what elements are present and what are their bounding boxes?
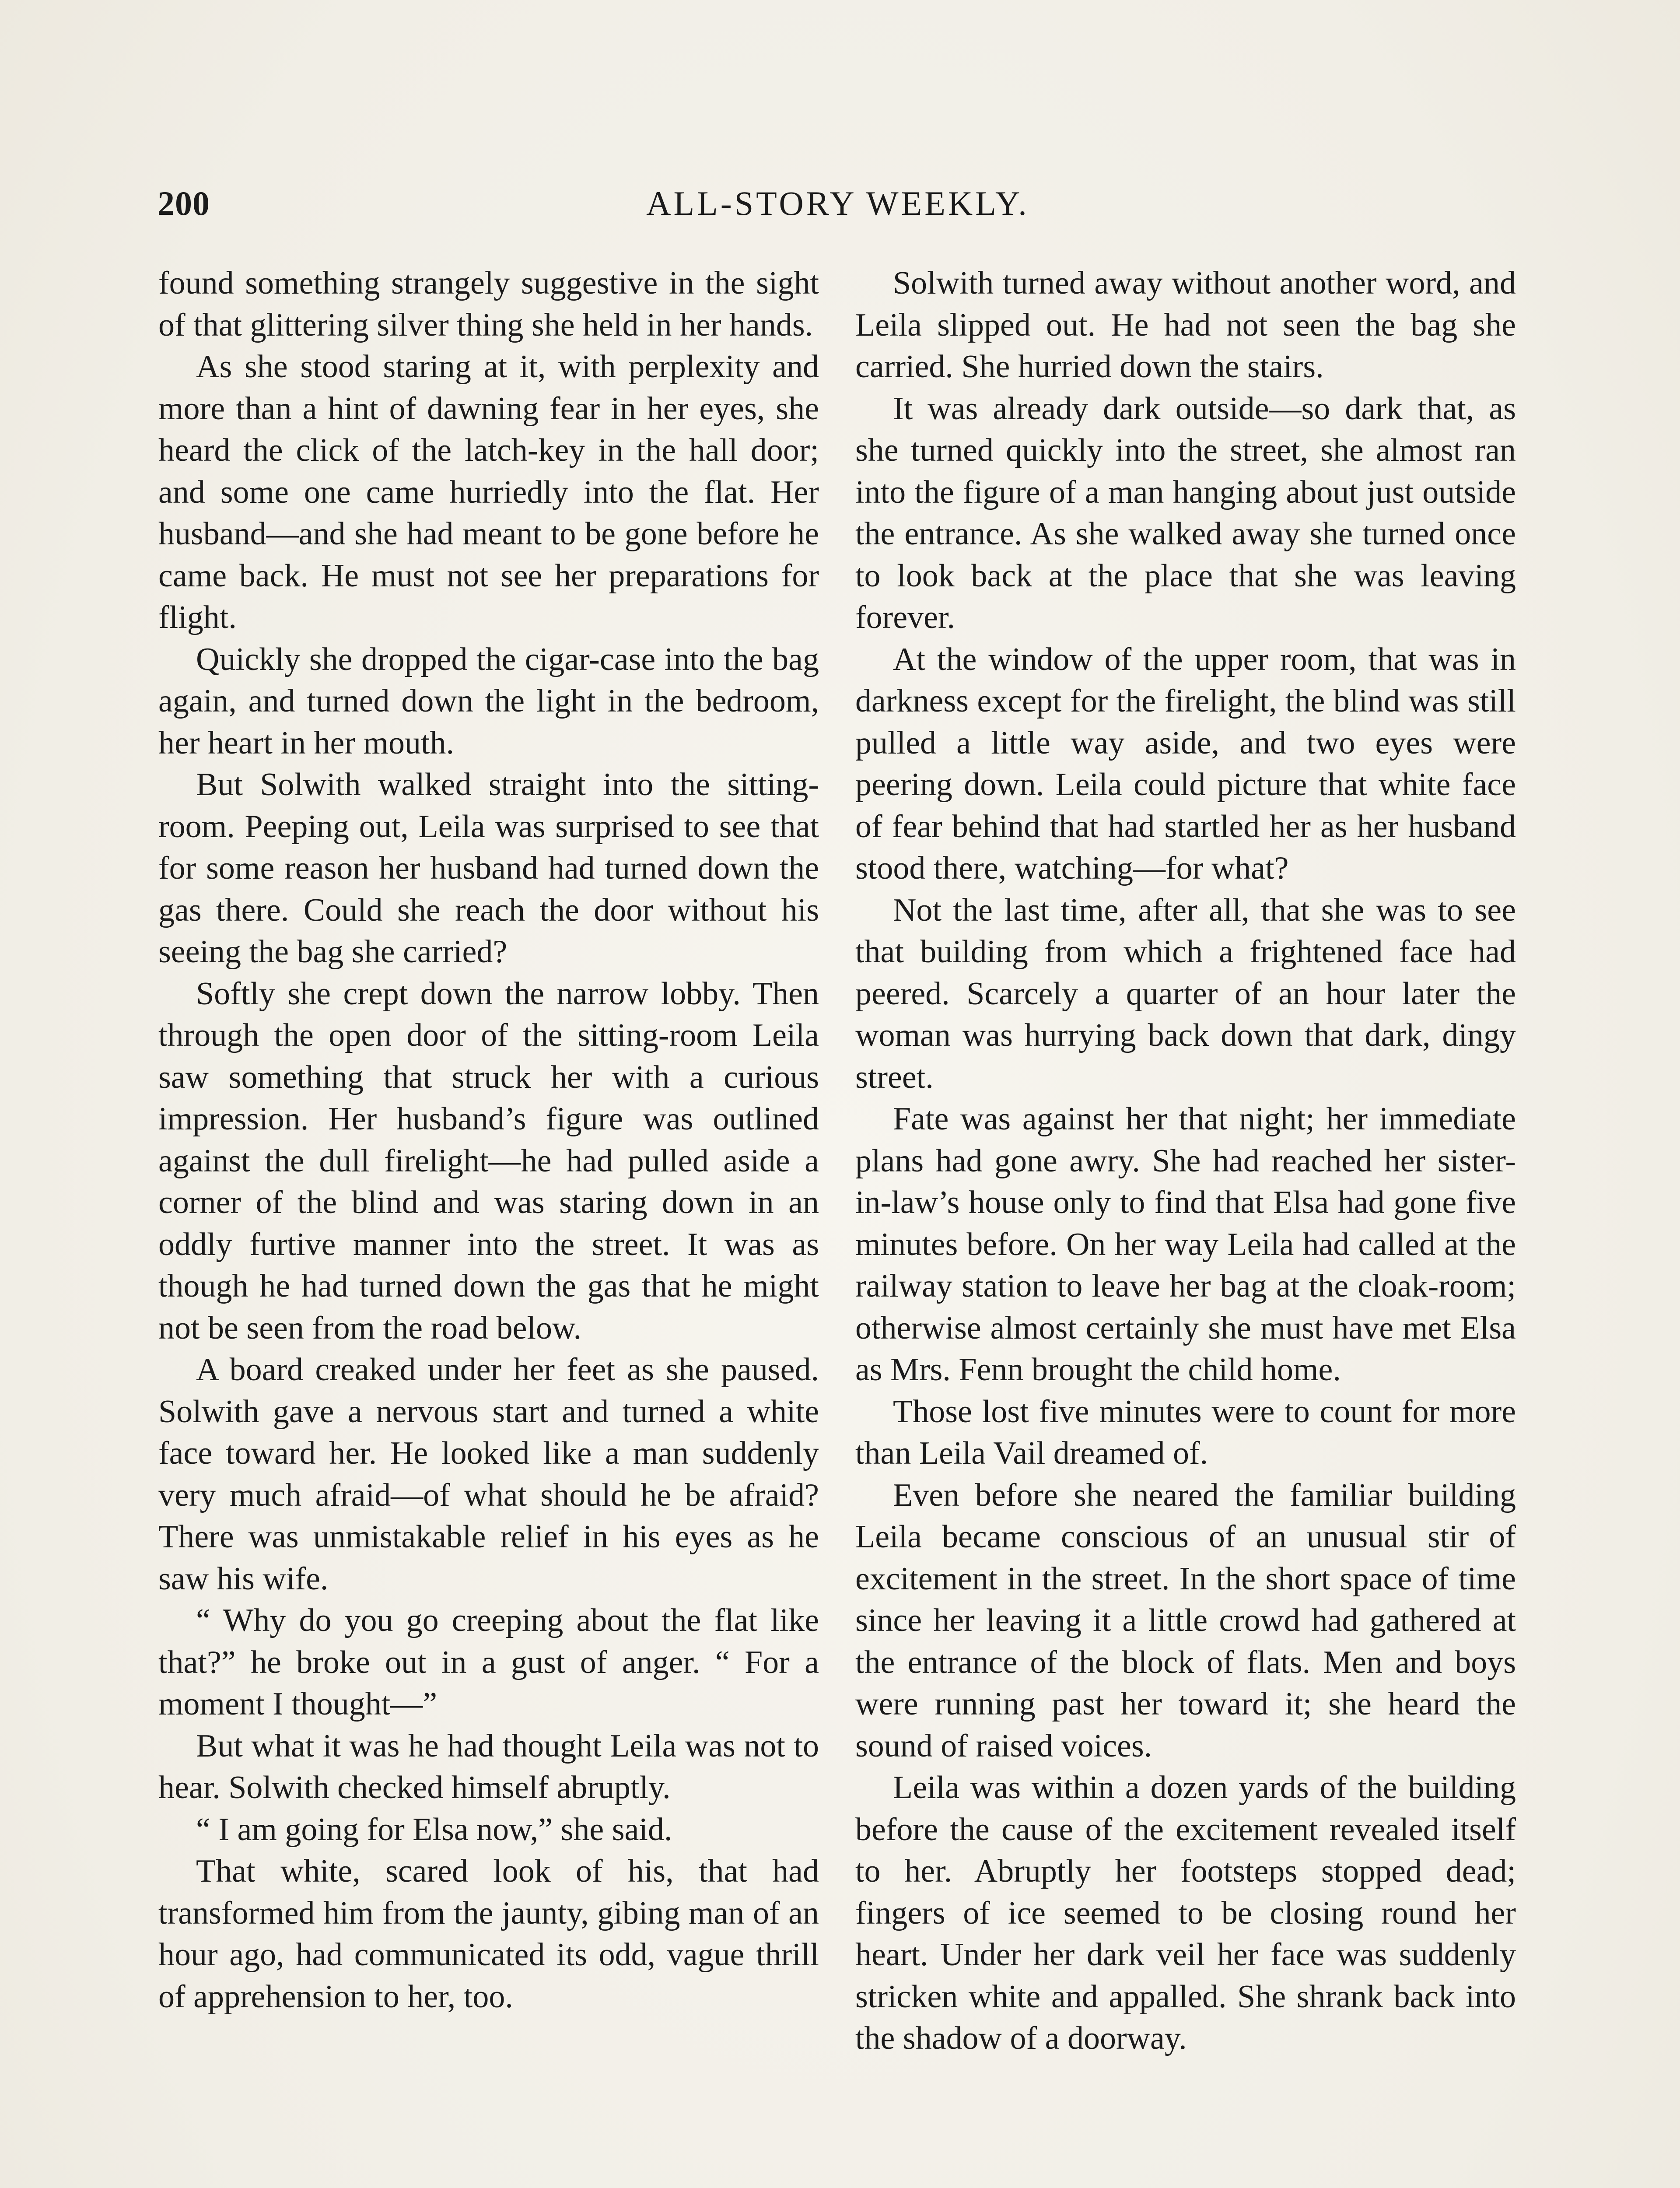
paragraph: A board creaked under her feet as she paused. Solwith gave a nervous start and turned a white face toward her. He looked like a man suddenly very much afraid—of what should he be afraid? There was unmistakable relief in his eyes as he saw his wife. — [158, 1352, 819, 1597]
paragraph: Even before she neared the familiar building Leila became conscious of an unusual stir of excitement in the street. In the short space of time since her leaving it a little crowd had gathered at the entrance of the block of flats. Men and boys were running past her toward it; she heard the sound of raised voices. — [855, 1477, 1516, 1764]
running-title: ALL-STORY WEEKLY. — [646, 184, 1029, 222]
paragraph: Fate was against her that night; her immediate plans had gone awry. She had reached her sister-in-law’s house only to find that Elsa had gone five minutes before. On her way Leila had called at the railway station to leave her bag at the cloak-room; otherwise almost certainly she must have met Elsa as Mrs. Fenn brought the child home. — [855, 1101, 1516, 1388]
right-column — [855, 263, 1516, 2060]
paragraph: Solwith turned away without another word, and Leila slipped out. He had not seen the bag she carried. She hurried down the stairs. — [855, 265, 1516, 385]
paragraph: Not the last time, after all, that she was to see that building from which a frightened face had peered. Scarcely a quarter of an hour later the woman was hurrying back down that dark, dingy street. — [855, 892, 1516, 1095]
paragraph: Leila was within a dozen yards of the building before the cause of the excitement revealed itself to her. Abruptly her footsteps stopped dead; fingers of ice seemed to be closing round her heart. Under her dark veil her face was suddenly stricken white and appalled. She shrank back into the shadow of a doorway. — [855, 1770, 1516, 2056]
paragraph: But what it was he had thought Leila was not to hear. Solwith checked himself abruptly. — [158, 1728, 819, 1806]
paragraph: It was already dark outside—so dark that, as she turned quickly into the street, she almost ran into the figure of a man hanging about just outside the entrance. As she walked away she turned once to look back at the place that she was leaving forever. — [855, 390, 1516, 635]
paragraph: found something strangely suggestive in the sight of that glittering silver thing she held in her hands. — [158, 265, 819, 343]
page-header — [158, 184, 1518, 236]
paragraph: At the window of the upper room, that was in darkness except for the firelight, the blind was still pulled a little way aside, and two eyes were peering down. Leila could picture that white face of fear behind that had startled her as her husband stood there, watching—for what? — [855, 641, 1516, 886]
paragraph: “ Why do you go creeping about the flat like that?” he broke out in a gust of anger. “ For a moment I thought—” — [158, 1602, 819, 1722]
page-number: 200 — [158, 184, 210, 222]
left-column — [158, 263, 819, 2018]
paragraph: Those lost five minutes were to count for more than Leila Vail dreamed of. — [855, 1393, 1516, 1471]
paragraph: Softly she crept down the narrow lobby. Then through the open door of the sitting-room Leila saw something that struck her with a curious impression. Her husband’s figure was outlined against the dull firelight—he had pulled aside a corner of the blind and was staring down in an oddly furtive manner into the street. It was as though he had turned down the gas that he might not be seen from the road below. — [158, 975, 819, 1346]
paragraph: As she stood staring at it, with perplexity and more than a hint of dawning fear in her eyes, she heard the click of the latch-key in the hall door; and some one came hurriedly into the flat. Her husband—and she had meant to be gone before he came back. He must not see her preparations for flight. — [158, 349, 819, 635]
paragraph: “ I am going for Elsa now,” she said. — [196, 1811, 672, 1848]
paragraph: That white, scared look of his, that had transformed him from the jaunty, gibing man of an hour ago, had communicated its odd, vague thrill of apprehension to her, too. — [158, 1853, 819, 2015]
paragraph: But Solwith walked straight into the sitting-room. Peeping out, Leila was surprised to see that for some reason her husband had turned down the gas there. Could she reach the door without his seeing the bag she carried? — [158, 767, 819, 970]
paragraph: Quickly she dropped the cigar-case into the bag again, and turned down the light in the bedroom, her heart in her mouth. — [158, 641, 819, 761]
